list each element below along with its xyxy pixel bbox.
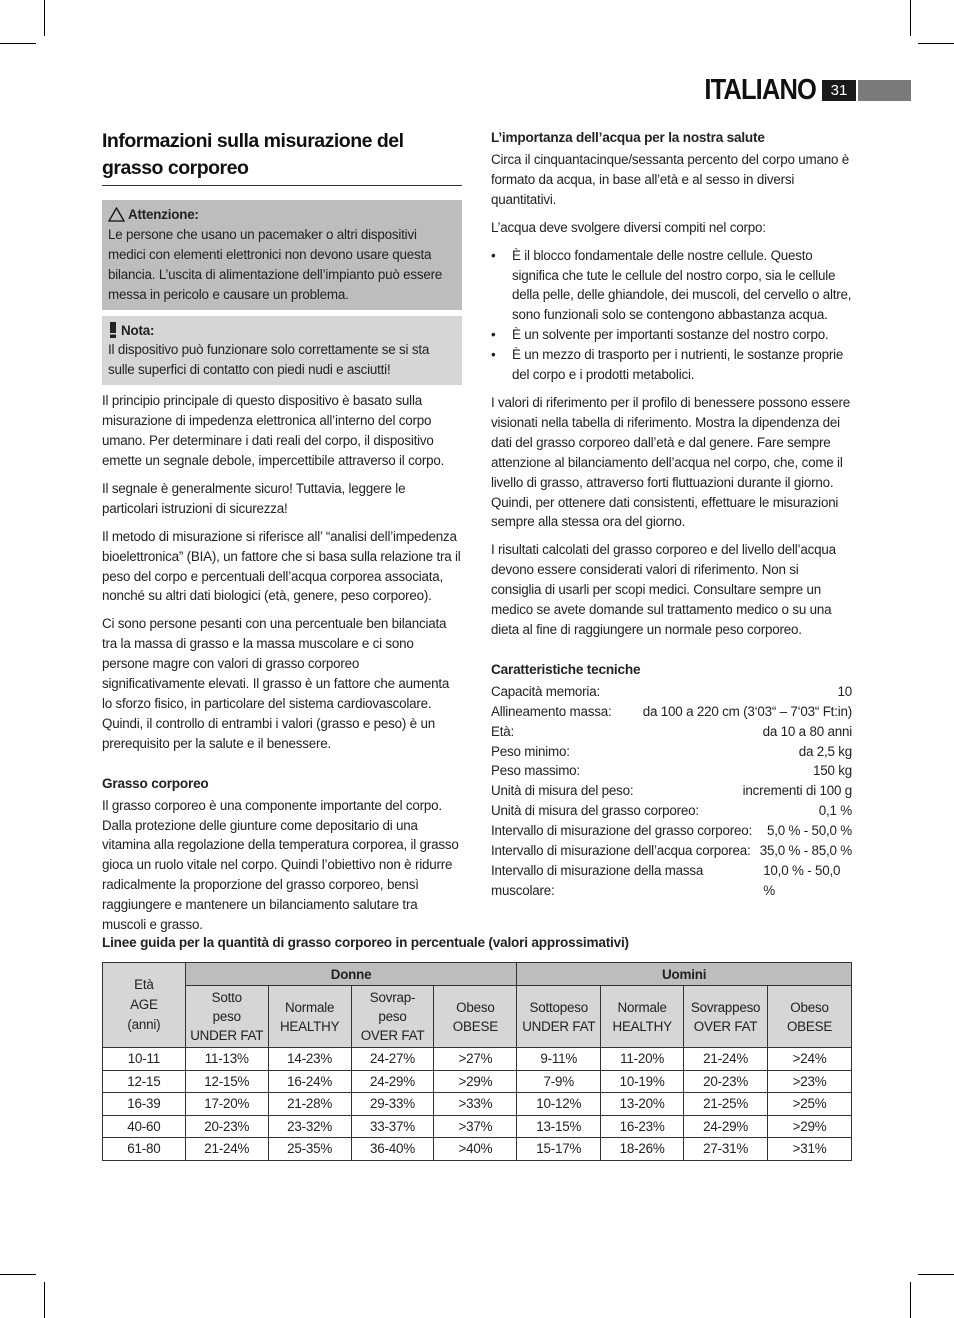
table-cell: >29% <box>434 1070 517 1093</box>
spec-row <box>491 801 852 821</box>
table-cell: 24-29% <box>351 1070 434 1093</box>
table-row <box>103 1048 852 1071</box>
age-range-cell: 10-11 <box>103 1048 186 1071</box>
table-cell: 16-23% <box>601 1115 684 1138</box>
list-item: • È il blocco fondamentale delle nostre cellule. Questo significa che tute le cellule del nostro corpo, sia le cellule della pelle, delle ghiandole, dei muscoli, del cervello o altre, sono funzionali solo se contengono abbastanza acqua. <box>491 246 852 326</box>
left-column <box>102 128 462 943</box>
table-cell: 18-26% <box>601 1138 684 1161</box>
table-cell: 21-24% <box>185 1138 268 1161</box>
crop-mark <box>44 1282 45 1318</box>
table-cell: 21-28% <box>268 1093 351 1116</box>
water-paragraph: I valori di riferimento per il profilo di benessere possono essere visionati nella tabella di riferimento. Mostra la dipendenza dei dati del grasso corporeo dall’età e dal genere. Fare sempre attenzione al bilanciamento dell’acqua nel corpo, che, come il livello di grasso, attraverso forti fluttuazioni durante il giorno. Quindi, per ottenere dati consistenti, effettuare le misurazioni sempre alla stessa ora del giorno. <box>491 394 850 530</box>
table-cell: >40% <box>434 1138 517 1161</box>
warning-triangle-icon <box>108 207 125 222</box>
specs-list <box>491 682 852 901</box>
table-cell: 10-19% <box>601 1070 684 1093</box>
table-cell: 21-25% <box>684 1093 768 1116</box>
spec-value: 35,0 % - 85,0 % <box>759 843 852 859</box>
column-header: Normale HEALTHY <box>268 986 351 1048</box>
note-text: Il dispositivo può funzionare solo correttamente se si sta sulle superfici di contatto con piedi nudi e asciutti! <box>108 342 430 378</box>
table-cell: 25-35% <box>268 1138 351 1161</box>
crop-mark <box>910 0 911 36</box>
women-group-header: Donne <box>185 963 516 986</box>
water-paragraph: I risultati calcolati del grasso corporeo e del livello dell’acqua devono essere considerati valori di riferimento. Non si consiglia di usarli per scopi medici. Consultare sempre un medico se avete domande sul trattamento medico o su una dieta al fine di raggiungere un normale peso corporeo. <box>491 542 836 637</box>
warning-title: Attenzione: <box>128 207 199 222</box>
table-cell: 23-32% <box>268 1115 351 1138</box>
table-cell: 11-13% <box>185 1048 268 1071</box>
spec-row <box>491 702 852 722</box>
crop-mark <box>918 1274 954 1275</box>
table-cell: 9-11% <box>517 1048 601 1071</box>
water-heading: L’importanza dell’acqua per la nostra salute <box>491 130 765 145</box>
page-number: 31 <box>822 80 856 101</box>
list-item: • È un solvente per importanti sostanze del nostro corpo. <box>491 325 852 345</box>
list-item: • È un mezzo di trasporto per i nutrienti, le sostanze proprie del corpo e i prodotti metabolici. <box>491 345 852 385</box>
spec-value: da 2,5 kg <box>798 743 852 759</box>
spec-label: Intervallo di misurazione dell’acqua corporea: <box>491 843 751 859</box>
crop-mark <box>910 1282 911 1318</box>
table-row <box>103 1093 852 1116</box>
table-cell: 14-23% <box>268 1048 351 1071</box>
table-cell: 36-40% <box>351 1138 434 1161</box>
table-cell: >27% <box>434 1048 517 1071</box>
spec-value: da 10 a 80 anni <box>762 723 852 739</box>
table-cell: 21-24% <box>684 1048 768 1071</box>
section-title: Informazioni sulla misurazione del grasso corporeo <box>102 130 404 179</box>
spec-value: 5,0 % - 50,0 % <box>766 823 852 839</box>
table-cell: >31% <box>768 1138 852 1161</box>
column-header: Sovrap- peso OVER FAT <box>351 986 434 1048</box>
spec-row <box>491 841 852 861</box>
table-title: Linee guida per la quantità di grasso corporeo in percentuale (valori approssimativi) <box>102 935 629 950</box>
table-cell: 7-9% <box>517 1070 601 1093</box>
column-header: Obeso OBESE <box>768 986 852 1048</box>
table-cell: 33-37% <box>351 1115 434 1138</box>
spec-label: Peso massimo: <box>491 763 580 779</box>
age-range-cell: 12-15 <box>103 1070 186 1093</box>
section-divider <box>102 185 462 186</box>
water-function-list <box>491 246 852 385</box>
column-header: Sovrappeso OVER FAT <box>684 986 768 1048</box>
table-cell: 12-15% <box>185 1070 268 1093</box>
warning-text: Le persone che usano un pacemaker o altri dispositivi medici con elementi elettronici non devono usare questa bilancia. L’uscita di alimentazione dell’impianto può essere messa in pericolo e causare un problema. <box>108 226 443 302</box>
table-cell: 20-23% <box>684 1070 768 1093</box>
table-cell: 16-24% <box>268 1070 351 1093</box>
spec-label: Unità di misura del peso: <box>491 783 634 799</box>
paragraph: Il metodo di misurazione si riferisce all’ “analisi dell’impedenza bioelettronica” (BIA), un fattore che si basa sulla relazione tra il peso del corpo e percentuali dell’acqua corporea associata, nonché su altri dati biologici (età, genere, peso corporeo). <box>102 528 461 604</box>
spec-value: incrementi di 100 g <box>742 783 852 799</box>
spec-row <box>491 761 852 781</box>
table-cell: 15-17% <box>517 1138 601 1161</box>
crop-mark <box>44 0 45 36</box>
column-header: Sotto peso UNDER FAT <box>185 986 268 1048</box>
age-range-cell: 40-60 <box>103 1115 186 1138</box>
table-body <box>103 1048 852 1161</box>
age-range-cell: 61-80 <box>103 1138 186 1161</box>
table-cell: >23% <box>768 1070 852 1093</box>
paragraph: Il principio principale di questo dispositivo è basato sulla misurazione di impedenza elettronica all’interno del corpo umano. Per determinare i dati reali del corpo, il dispositivo emette un segnale debole, impercettibile attraverso il corpo. <box>102 393 445 468</box>
spec-label: Intervallo di misurazione della massa muscolare: <box>491 863 704 898</box>
paragraph: Ci sono persone pesanti con una percentuale ben bilanciata tra la massa di grasso e la massa muscolare e ci sono persone magre con valori di grasso corporeo significativamente elevati. Il grasso è un fattore che aumenta lo sforzo fisico, in particolare del sistema cardiovascolare. Quindi, il controllo di entrambi i valori (grasso e peso) è un prerequisito per la salute e il benessere. <box>102 616 450 751</box>
note-title: Nota: <box>121 322 155 338</box>
spec-value: 10 <box>837 683 852 699</box>
language-heading: ITALIANO <box>704 74 816 106</box>
column-header: Sottopeso UNDER FAT <box>517 986 601 1048</box>
spec-value: 0,1 % <box>818 803 852 819</box>
table-cell: 20-23% <box>185 1115 268 1138</box>
spec-value: 150 kg <box>812 763 852 779</box>
spec-row <box>491 682 852 702</box>
table-cell: 29-33% <box>351 1093 434 1116</box>
spec-value: 10,0 % - 50,0 % <box>763 863 841 898</box>
men-group-header: Uomini <box>517 963 852 986</box>
table-cell: 24-29% <box>684 1115 768 1138</box>
table-cell: >24% <box>768 1048 852 1071</box>
column-header: Obeso OBESE <box>434 986 517 1048</box>
warning-box <box>102 200 462 310</box>
spec-label: Peso minimo: <box>491 743 570 759</box>
spec-row <box>491 722 852 742</box>
crop-mark <box>0 1274 36 1275</box>
spec-row <box>491 781 852 801</box>
table-cell: >25% <box>768 1093 852 1116</box>
table-cell: 11-20% <box>601 1048 684 1071</box>
paragraph: Il segnale è generalmente sicuro! Tuttavia, leggere le particolari istruzioni di sicurezza! <box>102 480 406 516</box>
spec-row <box>491 861 852 901</box>
water-paragraph: Circa il cinquantacinque/sessanta percento del corpo umano è formato da acqua, in base all’età e al sesso in diversi quantitativi. <box>491 152 849 207</box>
age-range-cell: 16-39 <box>103 1093 186 1116</box>
water-paragraph: L’acqua deve svolgere diversi compiti nel corpo: <box>491 219 766 235</box>
right-column <box>491 128 852 901</box>
age-header: Età AGE (anni) <box>103 963 186 1048</box>
table-row <box>103 1115 852 1138</box>
info-exclamation-icon <box>108 322 118 338</box>
spec-row <box>491 742 852 762</box>
spec-label: Capacità memoria: <box>491 683 600 699</box>
spec-value: da 100 a 220 cm (3‘03“ – 7‘03“ Ft:in) <box>642 703 852 719</box>
table-row <box>103 1070 852 1093</box>
body-fat-table <box>102 962 852 1161</box>
crop-mark <box>918 43 954 44</box>
specs-heading: Caratteristiche tecniche <box>491 661 641 677</box>
note-box <box>102 316 462 386</box>
spec-label: Unità di misura del grasso corporeo: <box>491 803 699 819</box>
crop-mark <box>0 43 36 44</box>
spec-row <box>491 821 852 841</box>
table-cell: 27-31% <box>684 1138 768 1161</box>
table-cell: >33% <box>434 1093 517 1116</box>
table-cell: 24-27% <box>351 1048 434 1071</box>
table-cell: 17-20% <box>185 1093 268 1116</box>
table-cell: >37% <box>434 1115 517 1138</box>
table-cell: 13-15% <box>517 1115 601 1138</box>
table-cell: 10-12% <box>517 1093 601 1116</box>
spec-label: Allineamento massa: <box>491 703 612 719</box>
table-cell: 13-20% <box>601 1093 684 1116</box>
body-fat-heading: Grasso corporeo <box>102 775 209 791</box>
header-bar <box>858 80 911 101</box>
table-row <box>103 1138 852 1161</box>
table-cell: >29% <box>768 1115 852 1138</box>
spec-label: Età: <box>491 723 515 739</box>
column-header: Normale HEALTHY <box>601 986 684 1048</box>
body-fat-text: Il grasso corporeo è una componente importante del corpo. Dalla protezione delle giunture come depositario di una vitamina alla regolazione della temperatura corporea, il grasso gioca un ruolo vitale nel corpo. Quindi l’obiettivo non è ridurre radicalmente la proporzione del grasso corporeo, bensì raggiungere e mantenere un bilanciamento salutare tra muscoli e grasso. <box>102 797 459 933</box>
spec-label: Intervallo di misurazione del grasso corporeo: <box>491 823 752 839</box>
